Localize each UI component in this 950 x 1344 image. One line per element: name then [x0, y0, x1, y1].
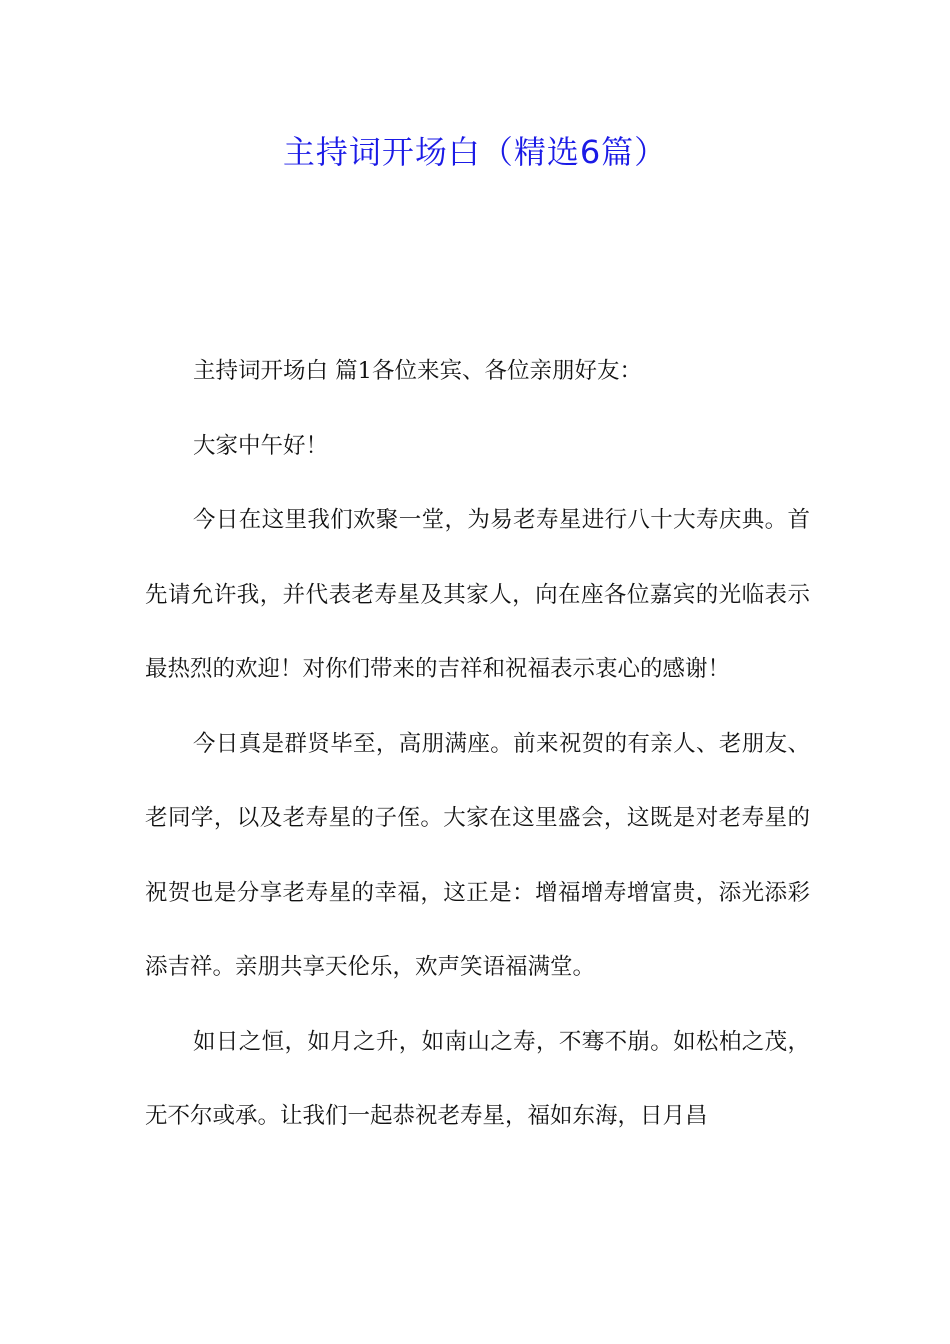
document-title: 主持词开场白（精选6篇） [282, 133, 668, 171]
paragraph-guests: 今日真是群贤毕至，高朋满座。前来祝贺的有亲人、老朋友、老同学，以及老寿星的子侄。大家在这里盛会，这既是对老寿星的祝贺也是分享老寿星的幸福，这正是：增福增寿增富贵，添光添彩添吉祥。亲朋共享天伦乐，欢声笑语福满堂。 [145, 730, 810, 980]
paragraph-heading-greeting: 主持词开场白 篇1各位来宾、各位亲朋好友： [193, 358, 642, 384]
paragraph-good-noon: 大家中午好！ [193, 432, 329, 459]
document-body [145, 334, 810, 1154]
paragraph-blessing: 如日之恒，如月之升，如南山之寿，不骞不崩。如松柏之茂，无不尔或承。让我们一起恭祝老寿星，福如东海，日月昌 [145, 1028, 810, 1129]
paragraph-welcome: 今日在这里我们欢聚一堂，为易老寿星进行八十大寿庆典。首先请允许我，并代表老寿星及其家人，向在座各位嘉宾的光临表示最热烈的欢迎！对你们带来的吉祥和祝福表示衷心的感谢！ [145, 507, 810, 682]
